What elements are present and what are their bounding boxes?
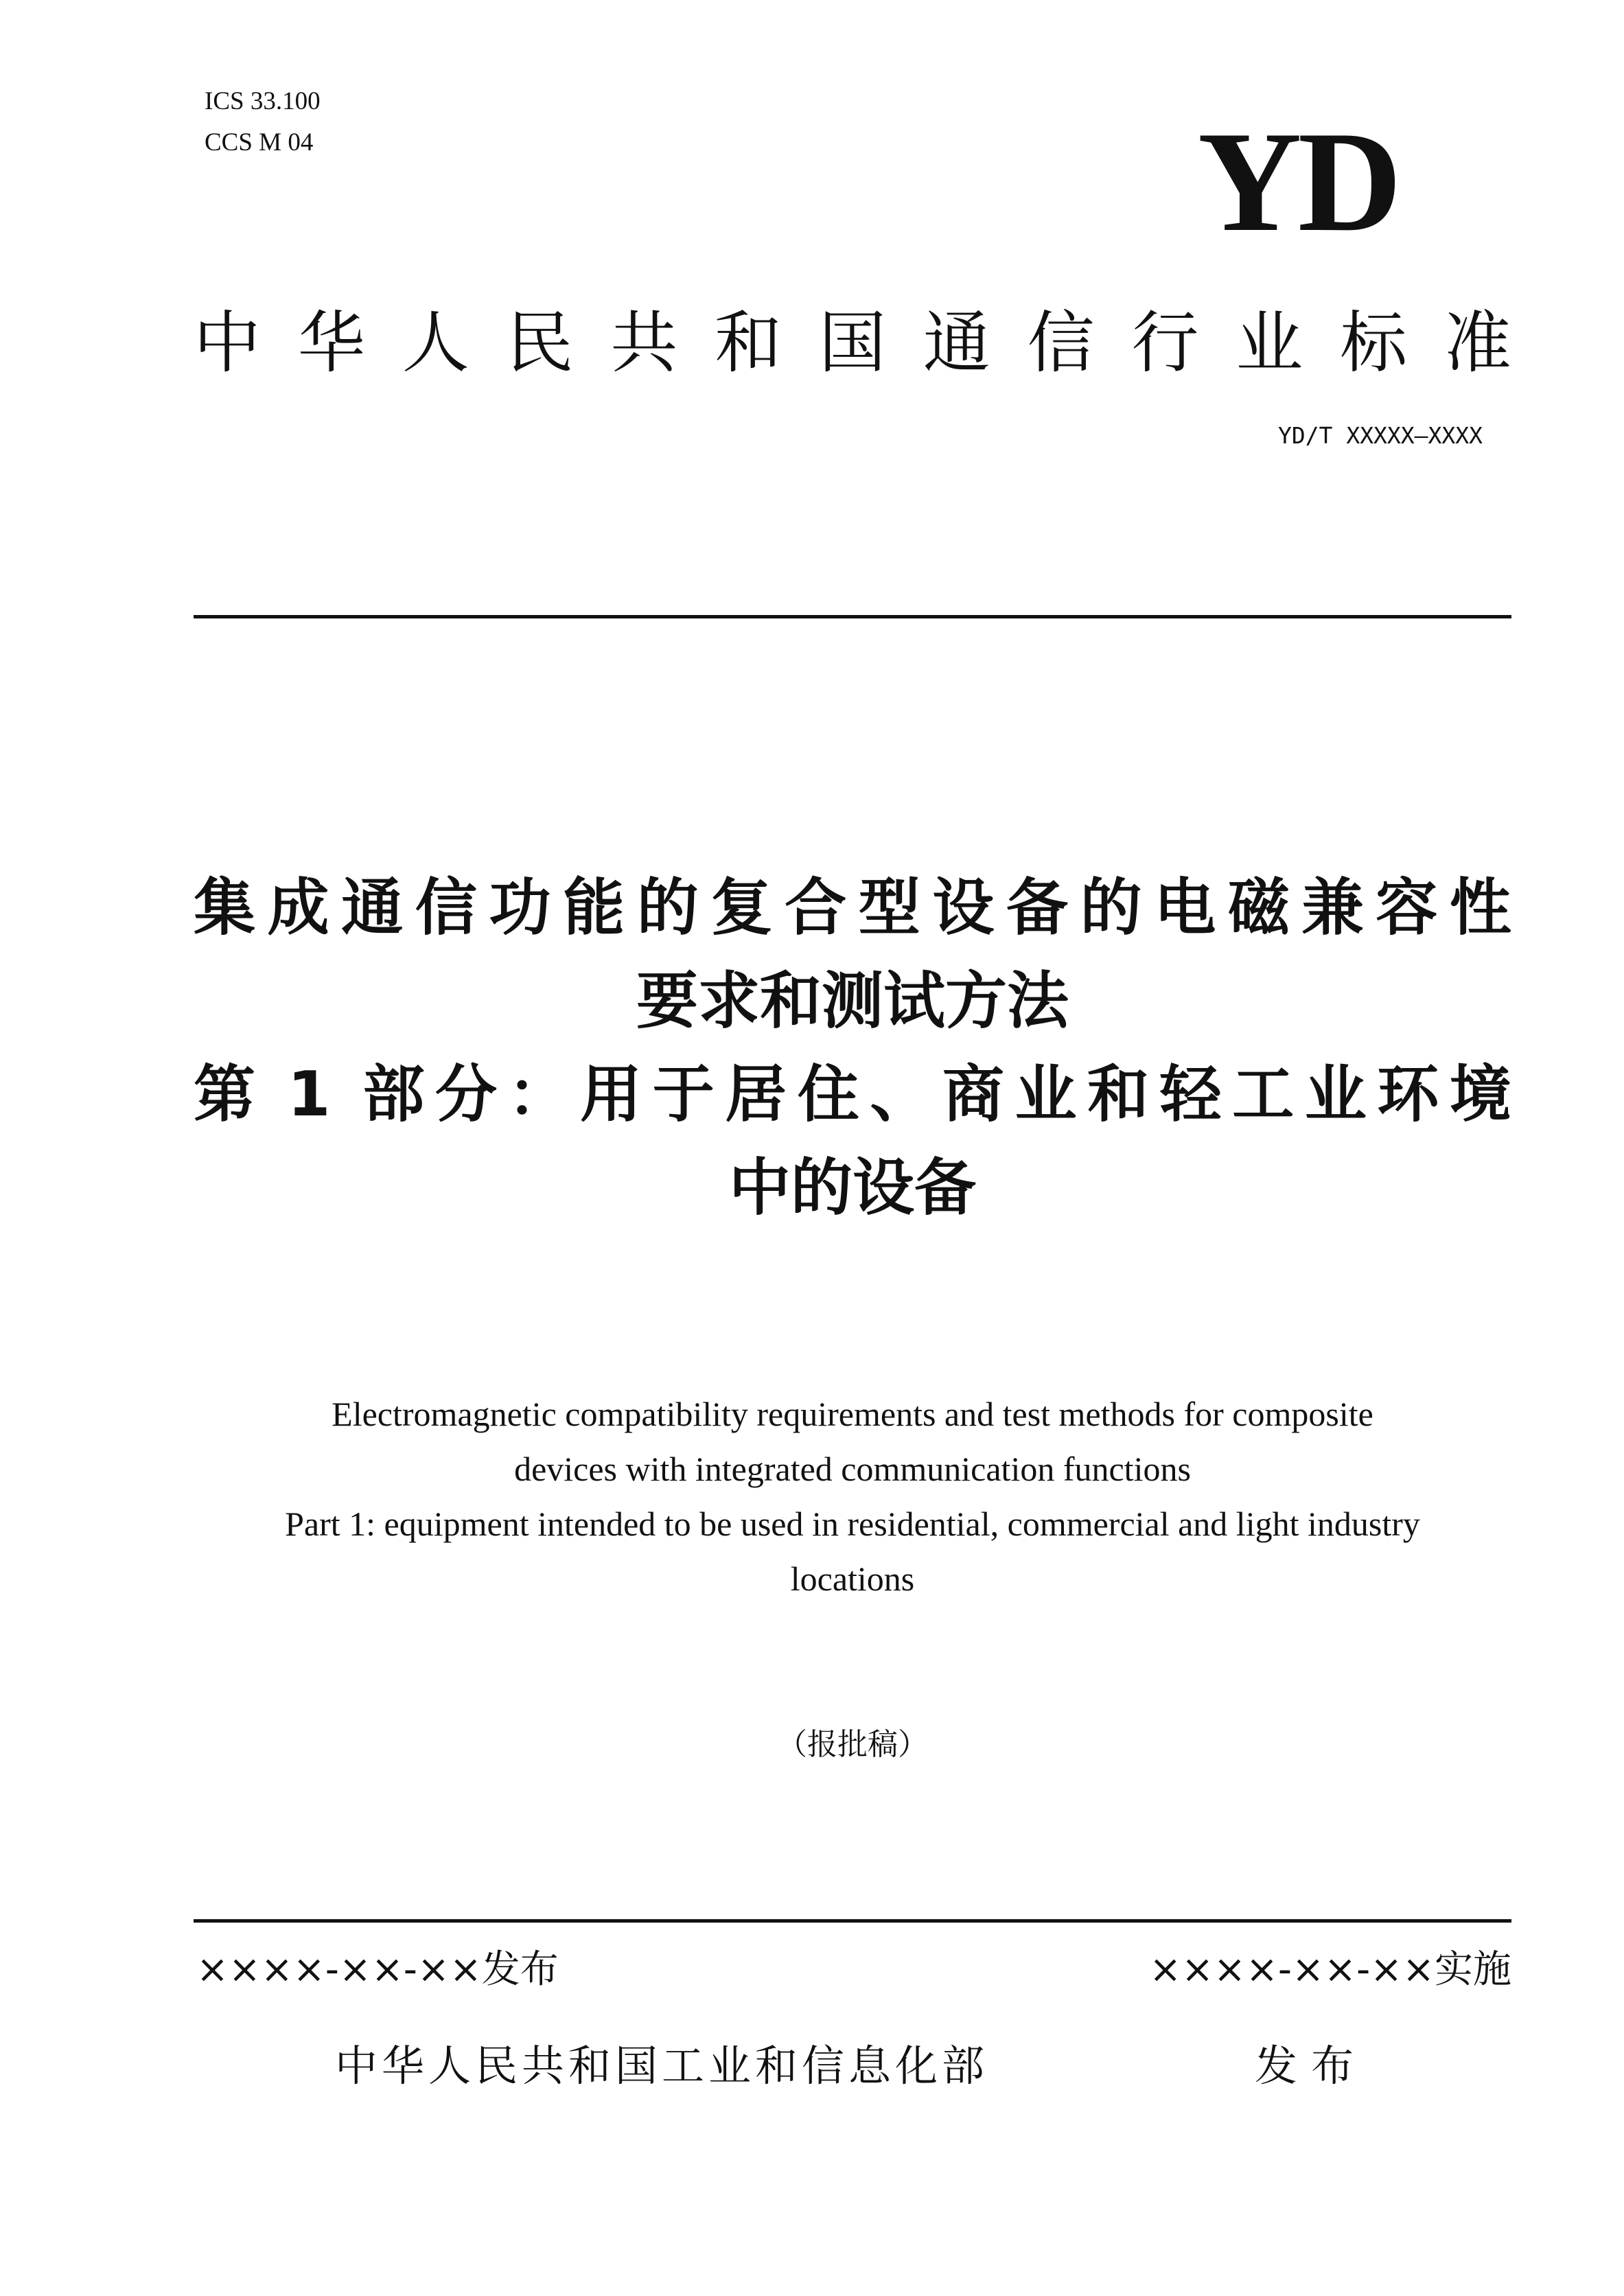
title-char: 兼 xyxy=(1301,872,1364,944)
publish-action: 发布 xyxy=(1255,2041,1368,2091)
title-char: 业 xyxy=(1304,1058,1367,1130)
title-char: 通 xyxy=(341,872,404,944)
title-char: 磁 xyxy=(1227,872,1290,944)
title-char: 分 xyxy=(435,1058,497,1130)
ccs-code: CCS M 04 xyxy=(205,128,314,156)
national-title-char: 国 xyxy=(818,304,886,382)
title-char: 性 xyxy=(1449,872,1511,944)
title-char: 、 xyxy=(870,1058,932,1130)
title-char: 能 xyxy=(563,872,625,944)
title-en-line-4: locations xyxy=(790,1559,915,1598)
title-char: 设 xyxy=(932,872,995,944)
title-zh-line-4: 中的设备 xyxy=(729,1152,976,1224)
publish-date: ××××-××-××发布 xyxy=(196,1947,559,1992)
title-char: 合 xyxy=(785,872,847,944)
title-char: 第 xyxy=(194,1058,277,1130)
ics-code: ICS 33.100 xyxy=(205,87,321,115)
title-char: 复 xyxy=(710,872,773,944)
title-char: 型 xyxy=(858,872,920,944)
national-title-char: 行 xyxy=(1131,304,1199,382)
title-zh-line-2: 要求和测试方法 xyxy=(636,965,1069,1037)
title-char: 居 xyxy=(725,1058,787,1130)
national-title-char: 标 xyxy=(1340,304,1408,382)
national-title-char: 华 xyxy=(297,304,365,382)
title-char: 用 xyxy=(580,1058,642,1130)
title-en-line-2: devices with integrated communication functions xyxy=(514,1450,1191,1488)
national-title-char: 准 xyxy=(1443,304,1511,382)
title-char: 的 xyxy=(636,872,699,944)
standard-number: YD/T XXXXX—XXXX xyxy=(1277,422,1483,449)
title-char: 环 xyxy=(1377,1058,1439,1130)
title-char: 的 xyxy=(1080,872,1142,944)
title-zh-line-1 xyxy=(194,861,1511,955)
title-char: 工 xyxy=(1232,1058,1295,1130)
title-char: 集 xyxy=(194,872,255,944)
title-char: 容 xyxy=(1376,872,1438,944)
title-char: 住 xyxy=(797,1058,859,1130)
national-title-char: 信 xyxy=(1027,304,1095,382)
title-char: 轻 xyxy=(1159,1058,1222,1130)
national-title-char: 民 xyxy=(506,304,574,382)
title-char: 业 xyxy=(1014,1058,1077,1130)
title-char: 1 xyxy=(287,1058,352,1130)
implementation-date: ××××-××-××实施 xyxy=(1149,1947,1511,1992)
title-char: 于 xyxy=(652,1058,715,1130)
draft-status-label: （报批稿） xyxy=(777,1727,928,1762)
title-en-line-1: Electromagnetic compatibility requirements and test methods for composite xyxy=(332,1395,1373,1433)
national-title-char: 通 xyxy=(923,304,990,382)
title-char: 成 xyxy=(267,872,329,944)
national-title-char: 中 xyxy=(194,304,262,382)
title-char: 和 xyxy=(1087,1058,1150,1130)
title-char: 部 xyxy=(362,1058,425,1130)
title-char: 备 xyxy=(1006,872,1069,944)
national-title-char: 业 xyxy=(1236,304,1303,382)
title-zh-line-3 xyxy=(194,1048,1511,1141)
national-title-char: 人 xyxy=(402,304,469,382)
title-char: ： xyxy=(507,1058,570,1130)
title-char: 商 xyxy=(942,1058,1004,1130)
yd-logo: YD xyxy=(1198,102,1398,262)
national-standard-title xyxy=(194,295,1511,391)
title-en-line-3: Part 1: equipment intended to be used in residential, commercial and light industry xyxy=(285,1505,1420,1543)
national-title-char: 和 xyxy=(715,304,782,382)
document-title-chinese xyxy=(194,861,1511,1235)
publisher-name: 中华人民共和国工业和信息化部 xyxy=(335,2041,989,2091)
document-title-english xyxy=(194,1387,1511,1606)
national-title-char: 共 xyxy=(610,304,678,382)
footer-divider xyxy=(194,1919,1511,1923)
header-divider xyxy=(194,615,1511,618)
title-char: 电 xyxy=(1154,872,1216,944)
classification-codes xyxy=(205,81,321,163)
title-char: 功 xyxy=(489,872,551,944)
title-char: 境 xyxy=(1449,1058,1511,1130)
title-char: 信 xyxy=(415,872,477,944)
